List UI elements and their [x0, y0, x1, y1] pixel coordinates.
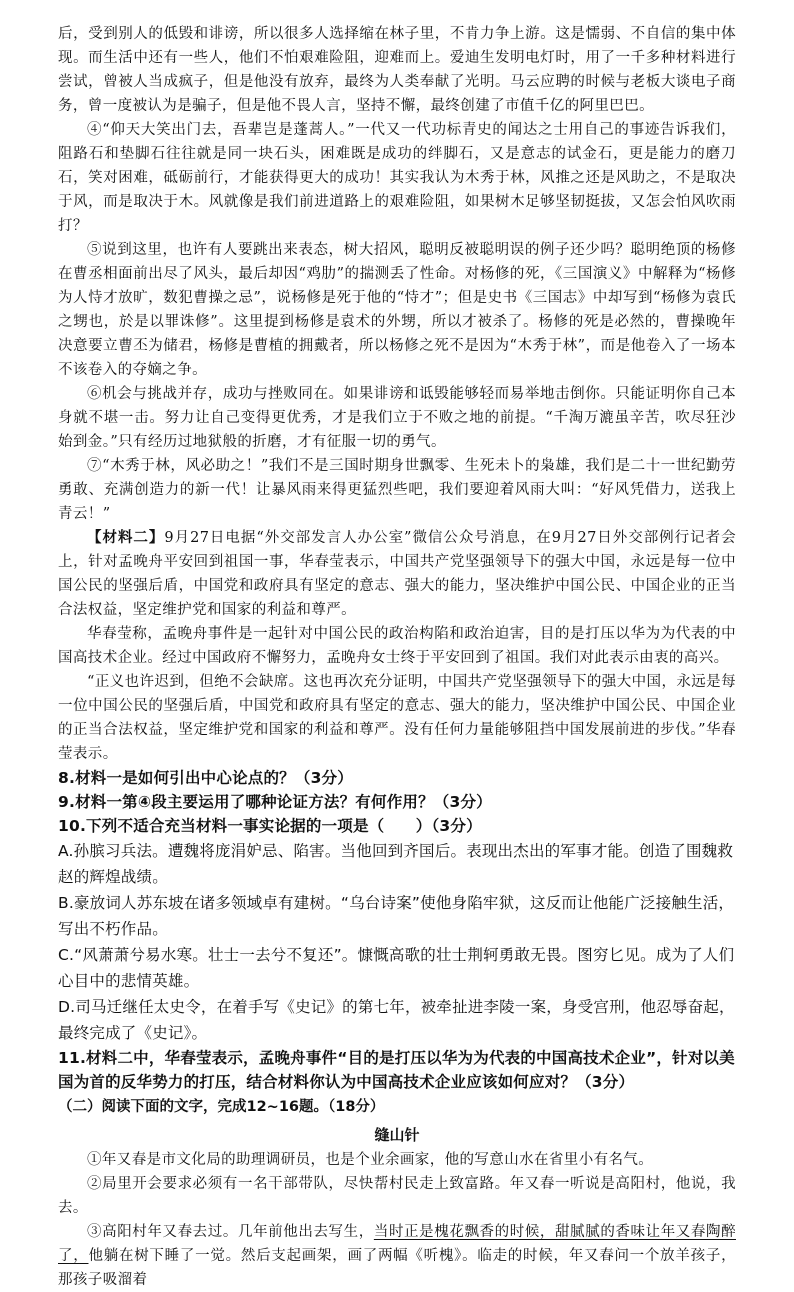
material2-para2: 华春莹称，孟晚舟事件是一起针对中国公民的政治构陷和政治迫害，目的是打压以华为为代表的中国高技术企业。经过中国政府不懈努力，孟晚舟女士终于平安回到了祖国。我们对此表示由衷的高兴。: [58, 626, 736, 666]
material2-para1-text: 9月27日电据“外交部发言人办公室”微信公众号消息，在9月27日外交部例行记者会上，针对孟晚舟平安回到祖国一事，华春莹表示，中国共产党坚强领导下的强大中国，永远是每一位中国公民的坚强后盾，中国党和政府具有坚定的意志、强大的能力，坚决维护中国公民、中国企业的正当合法权益，坚定维护党和国家的利益和尊严。: [58, 530, 736, 618]
section-2-heading: （二）阅读下面的文字，完成12~16题。（18分）: [58, 1099, 385, 1115]
question-9: 9.材料一第④段主要运用了哪种论证方法？有何作用？（3分）: [58, 793, 492, 811]
material1-para5: ⑤说到这里，也许有人要跳出来表态，树大招风，聪明反被聪明误的例子还少吗？聪明绝顶的杨修在曹丞相面前出尽了风头，最后却因“鸡肋”的揣测丢了性命。对杨修的死，《三国演义》中解释为“杨修为人恃才放旷，数犯曹操之忌”，说杨修是死于他的“恃才”；但是史书《三国志》中却写到“杨修为袁氏之甥也，於是以罪诛修”。这里提到杨修是袁术的外甥，所以才被杀了。杨修的死是必然的，曹操晚年决意要立曹丕为储君，杨修是曹植的拥戴者，所以杨修之死不是因为“木秀于林”，而是他卷入了一场本不该卷入的夺嫡之争。: [58, 242, 736, 378]
story-para3-start: ③高阳村年又春去过。几年前他出去写生，: [87, 1224, 374, 1240]
story-para1: ①年又春是市文化局的助理调研员，也是个业余画家，他的写意山水在省里小有名气。: [87, 1152, 654, 1168]
question-10-option-b: B.豪放词人苏东坡在诸多领域卓有建树。“乌台诗案”使他身陷牢狱，这反而让他能广泛接触生活，写出不朽作品。: [58, 894, 735, 938]
story-title: 缝山针: [374, 1126, 420, 1144]
story-para3-underlined: 当时正是槐花飘香的时候，甜腻腻的香味让年又春陶醉了，: [58, 1224, 736, 1264]
material2-label: 【材料二】: [87, 529, 165, 546]
material2-para3: “正义也许迟到，但绝不会缺席。这也再次充分证明，中国共产党坚强领导下的强大中国，永远是每一位中国公民的坚强后盾，中国党和政府具有坚定的意志、强大的能力，坚决维护中国公民、中国企业的正当合法权益，坚定维护党和国家的利益和尊严。没有任何力量能够阻挡中国发展前进的步伐。”华春莹表示。: [58, 674, 736, 762]
question-11: 11.材料二中，华春莹表示，孟晚舟事件“目的是打压以华为为代表的中国高技术企业”，针对以美国为首的反华势力的打压，结合材料你认为中国高技术企业应该如何应对？（3分）: [58, 1049, 735, 1091]
material1-continuation: 后，受到别人的低毁和诽谤，所以很多人选择缩在林子里，不肯力争上游。这是懦弱、不自信的集中体现。而生活中还有一些人，他们不怕艰难险阻，迎难而上。爱迪生发明电灯时，用了一千多种材料进行尝试，曾被人当成疯子，但是他没有放弃，最终为人类奉献了光明。马云应聘的时候与老板大谈电子商务，曾一度被认为是骗子，但是他不畏人言，坚持不懈，最终创建了市值千亿的阿里巴巴。: [58, 26, 736, 114]
material2-para1: [58, 526, 736, 622]
story-para3-end: 他躺在树下睡了一觉。然后支起画架，画了两幅《听槐》。临走的时候，年又春问一个放羊孩子，那孩子吸溜着: [58, 1248, 736, 1288]
material1-para6: ⑥机会与挑战并存，成功与挫败同在。如果诽谤和诋毁能够轻而易举地击倒你。只能证明你自己本身就不堪一击。努力让自己变得更优秀，才是我们立于不败之地的前提。“千淘万漉虽辛苦，吹尽狂沙始到金。”只有经历过地狱般的折磨，才有征服一切的勇气。: [58, 386, 736, 450]
material1-para4: ④“仰天大笑出门去，吾辈岂是蓬蒿人。”一代又一代功标青史的闻达之士用自己的事迹告诉我们，阻路石和垫脚石往往就是同一块石头，困难既是成功的绊脚石，又是意志的试金石，更是能力的磨刀石，笑对困难，砥砺前行，才能获得更大的成功！其实我认为木秀于林，风推之还是风助之，不是取决于风，而是取决于木。风就像是我们前进道路上的艰难险阻，如果树木足够坚韧挺拔，又怎会怕风吹雨打？: [58, 122, 736, 234]
question-10-option-d: D.司马迁继任太史令，在着手写《史记》的第七年，被牵扯进李陵一案，身受宫刑，他忍辱奋起，最终完成了《史记》。: [58, 998, 735, 1042]
question-10-option-c: C.“风萧萧兮易水寒。壮士一去兮不复还”。慷慨高歌的壮士荆轲勇敢无畏。图穷匕见。成为了人们心目中的悲情英雄。: [58, 946, 735, 990]
story-para3: [58, 1220, 736, 1292]
question-10: 10.下列不适合充当材料一事实论据的一项是（ ）（3分）: [58, 817, 482, 835]
story-para2: ②局里开会要求必须有一名干部带队，尽快帮村民走上致富路。年又春一听说是高阳村，他说，我去。: [58, 1176, 736, 1216]
question-10-option-a: A.孙膑习兵法。遭魏将庞涓妒忌、陷害。当他回到齐国后。表现出杰出的军事才能。创造了围魏救赵的辉煌战绩。: [58, 842, 734, 886]
question-8: 8.材料一是如何引出中心论点的？（3分）: [58, 769, 353, 787]
material1-para7: ⑦“木秀于林，风必助之！”我们不是三国时期身世飘零、生死未卜的枭雄，我们是二十一世纪勤劳勇敢、充满创造力的新一代！让暴风雨来得更猛烈些吧，我们要迎着风雨大叫：“好风凭借力，送我上青云！”: [58, 458, 736, 522]
